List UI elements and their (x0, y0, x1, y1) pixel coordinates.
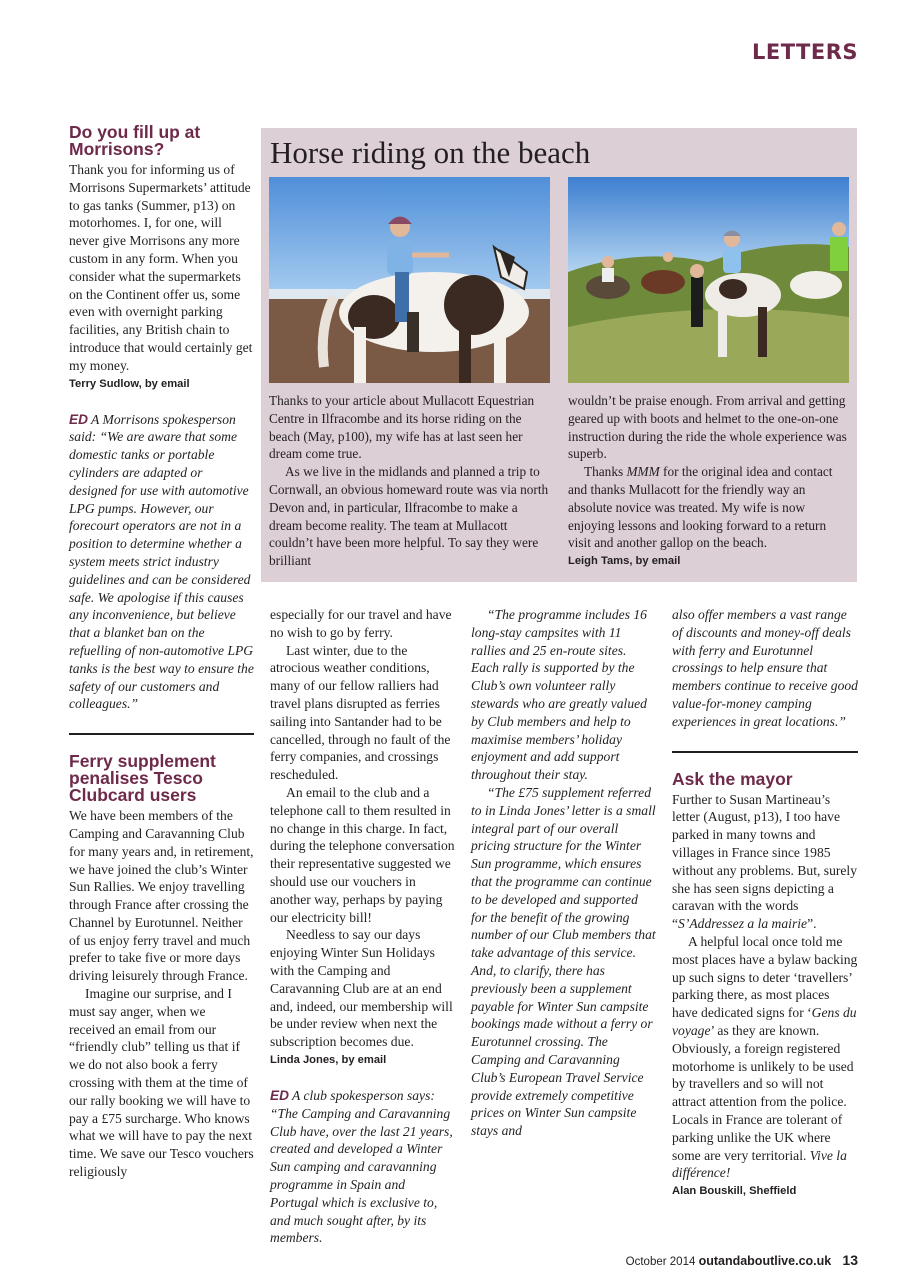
column-four (672, 606, 858, 1200)
letter-heading: Ask the mayor (672, 768, 793, 789)
editor-reply-paragraph: also offer members a vast range of discounts and money-off deals with ferry and Eurotunnel crossings to help ensure that members continue to receive good value-for-money camping experiences in great locations.” (672, 607, 858, 729)
letter-signature: Alan Bouskill, Sheffield (672, 1185, 797, 1198)
letter-paragraph: We have been members of the Camping and Caravanning Club for many years and, in retirement, we have joined the club’s Winter Sun Rallies. We enjoy travelling through France after crossing the Channel by Eurotunnel. Neither of us enjoy ferry travel and much prefer to take five or more days driving leisurely through France. (69, 808, 254, 984)
editor-reply (69, 411, 254, 714)
feature-box (261, 128, 857, 582)
ed-label: ED (69, 411, 88, 427)
letter-paragraph: Last winter, due to the atrocious weather conditions, many of our fellow ralliers had travel plans disrupted as ferries sailing into Santander had to be cancelled, through no fault of the ferry companies, and crossings rescheduled. (270, 642, 451, 783)
magazine-name: MMM (626, 464, 660, 480)
feature-signature: Leigh Tams, by email (568, 555, 681, 568)
page-number: 13 (842, 1252, 858, 1268)
text-run-italic: Gens du voyage (672, 1005, 857, 1038)
editor-reply-text: A club spokesperson says: “The Camping and Caravanning Club have, over the last 21 years, created and developed a Winter Sun camping and caravanning programme in Spain and Portugal which is exclusive to, and much sought after, by its members. (270, 1087, 453, 1246)
feature-text-right (568, 392, 852, 570)
website[interactable]: outandaboutlive.co.uk (698, 1254, 832, 1268)
photo-riders-hillside (568, 177, 849, 383)
page-footer (626, 1252, 858, 1268)
letter-paragraph: Imagine our surprise, and I must say anger, when we received an email from our “friendly club” telling us that if we do not also book a ferry crossing with them at the time of our rally booking we will have to pay a £75 surcharge. Who knows what we will have to pay the next time. We save our Tesco vouchers religiously (69, 986, 254, 1180)
text-run: A helpful local once told me most places have a bylaw backing up such signs to deter ‘travellers’ parking there, as most places have dedicated signs for ‘ (672, 933, 858, 1021)
text-run: Thanks (584, 464, 627, 480)
text-run: ”. (807, 916, 817, 932)
hillside-photo-illustration (568, 177, 849, 383)
letter-paragraph: especially for our travel and have no wish to go by ferry. (270, 607, 452, 640)
letter-ferry-continued (270, 606, 455, 1247)
letter-body: Thank you for informing us of Morrisons Supermarkets’ attitude to gas tanks (Summer, p13) on motorhomes. I, for one, will never give Morrisons any more custom in any form. When you consider what the supermarkets on the Continent offer us, some even with overnight parking facilities, any British chain to introduce that would certainly get my money. (69, 162, 253, 373)
letter-paragraph (672, 933, 858, 1182)
feature-text-left (269, 392, 553, 570)
letter-paragraph: Needless to say our days enjoying Winter Sun Holidays with the Camping and Caravanning Club are at an end and, indeed, our membership will be under review when next the subscription becomes due. (270, 927, 453, 1050)
editor-reply-continued (471, 606, 656, 1140)
text-run-italic: Vive la différence! (672, 1147, 847, 1181)
text-run-italic: S’Addressez a la mairie (678, 916, 808, 932)
ed-label: ED (270, 1087, 289, 1103)
editor-reply-paragraph: “The programme includes 16 long-stay campsites with 11 rallies and 25 en-route sites. Each rally is supported by the Club’s own volunteer rally stewards who are greatly valued by Club members and help to maximise members’ holiday enjoyment and add support throughout their stay. (471, 607, 647, 783)
letter-paragraph (672, 791, 858, 933)
editor-reply-text: A Morrisons spokesperson said: “We are aware that some domestic tanks or portable cylinders are adapted or designed for use with automotive LPG pumps. However, our forecourt operators are not in a position to determine whether a system meets strict industry guidelines and can be considered safe. We apologise if this causes any inconvenience, but believe that a blanket ban on the refuelling of non-automotive LPG tanks is the best way to ensure the safety of our customers and colleagues.” (69, 411, 254, 712)
letter-heading: Do you fill up at Morrisons? (69, 122, 201, 159)
text-run: ’ as they are known. Obviously, a foreign registered motorhome is unlikely to be used by travellers and so will not attract attention from the police. Locals in France are tolerant of parking unlike the UK where some are very territorial. (672, 1022, 854, 1163)
feature-paragraph (568, 463, 852, 552)
feature-title: Horse riding on the beach (270, 135, 591, 170)
feature-paragraph: Thanks to your article about Mullacott Equestrian Centre in Ilfracombe and its horse riding on the beach (May, p100), my wife has at last seen her dream come true. (269, 393, 535, 462)
text-run: for the original idea and contact and thanks Mullacott for the friendly way an absolute novice was treated. My wife is now enjoying lessons and looking forward to a return visit and another gallop on the beach. (568, 464, 833, 551)
letter-morrisons (69, 124, 254, 1181)
issue-date: October 2014 (625, 1256, 696, 1268)
letter-signature: Linda Jones, by email (270, 1053, 387, 1066)
photo-horse-beach (269, 177, 550, 383)
editor-reply (270, 1087, 455, 1247)
letter-heading: Ferry supplement penalises Tesco Clubcard users (69, 751, 216, 806)
text-run: Further to Susan Martineau’s letter (August, p13), I too have parked in many towns and villages in France since 1985 without any problems. But, surely she has seen signs depicting a caravan with the words “ (672, 791, 858, 932)
beach-photo-illustration (269, 177, 550, 383)
letter-paragraph: An email to the club and a telephone call to them resulted in no change in this charge. In fact, during the telephone conversation their representative suggested we should use our vouchers in another way, perhaps by paying our electricity bill! (270, 784, 455, 925)
feature-paragraph: wouldn’t be praise enough. From arrival and getting geared up with boots and helmet to the one-on-one instruction during the ride the whole experience was superb. (568, 393, 847, 462)
letter-signature: Terry Sudlow, by email (69, 377, 190, 390)
feature-paragraph: As we live in the midlands and planned a trip to Cornwall, an obvious homeward route was via north Devon and, in particular, Ilfracombe to make a dream become reality. The team at Mullacott couldn’t have been more helpful. To say they were brilliant (269, 464, 549, 569)
section-label: LETTERS (752, 40, 858, 64)
editor-reply-paragraph: “The £75 supplement referred to in Linda Jones’ letter is a small integral part of our overall pricing structure for the Winter Sun programme, which ensures that the programme can continue to be developed and supported for the benefit of the growing number of our Club members that take advantage of this service. And, to clarify, there has previously been a supplement payable for Winter Sun campsite bookings made without a ferry or Eurotunnel crossing. The Camping and Caravanning Club’s European Travel Service provide extremely competitive prices on Winter Sun campsite stays and (471, 784, 656, 1139)
